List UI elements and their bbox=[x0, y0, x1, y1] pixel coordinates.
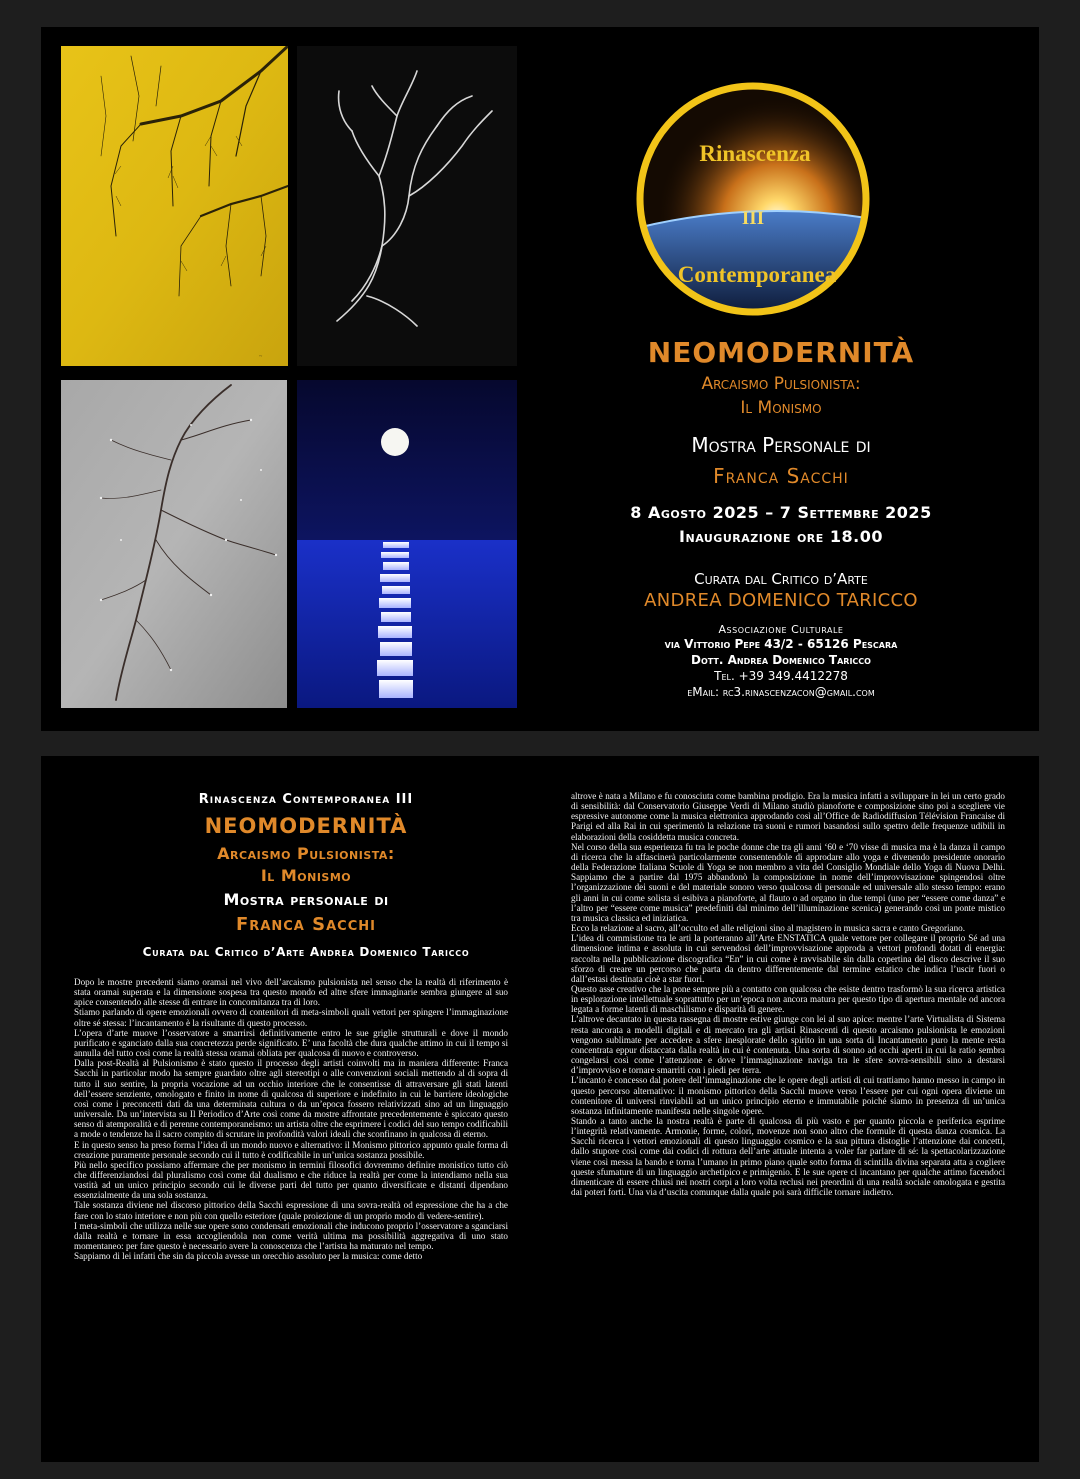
logo-bottom-text: Contemporanea bbox=[677, 262, 837, 287]
paragraph: Stiamo parlando di opere emozionali ovvero di contenitori di meta-simboli quali vettori per spingere l’immaginazione oltre sé stessa: l’incantamento è la risultante di questo processo. bbox=[74, 1007, 508, 1028]
contact-association: Associazione Culturale bbox=[718, 623, 844, 636]
paragraph: Questo asse creativo che la pone sempre più a contatto con qualcosa che esiste dentro trasformò la sua ricerca artistica in esplorazione intellettuale soprattutto per un’epoca non ancora matura per questo tipo di apertura mentale od ancora legata a forme latenti di maschilismo e disparità di genere. bbox=[571, 983, 1005, 1015]
paragraph: L’incanto è concesso dal potere dell’immaginazione che le opere degli artisti di cui trattiamo hanno messo in campo in questo percorso alternativo: il monismo pittorico della Sacchi muove verso l’essere per cui ogni opera diviene un contenitore di universi rinviabili ad un unico principio eterno e immutabile poiché siamo in presenza di un’unica sostanza infinitamente manifesta nelle singole opere. bbox=[571, 1075, 1005, 1116]
flyer-opening: Inaugurazione ore 18.00 bbox=[679, 527, 883, 546]
flyer-subtitle-2: Il Monismo bbox=[740, 398, 822, 418]
paragraph: altrove è nata a Milano e fu conosciuta come bambina prodigio. Era la musica infatti a sviluppare in lei un certo grado di sensibilità: dal Conservatorio Giuseppe Verdi di Milano studiò pianoforte e composizione sino poi a scegliere vie espressive autonome come la musica elettronica approdando così all’Office de Radiodiffusion Télévision Francaise di Parigi ed alla Rai in cui sperimentò la relazione tra suoni e rumori basandosi sullo spettro delle frequenze udibili in elaborazioni della cosiddetta musica concreta. bbox=[571, 791, 1005, 842]
article-exhibition-label: Mostra personale di bbox=[223, 890, 389, 909]
paragraph: Nel corso della sua esperienza fu tra le poche donne che tra gli anni ‘60 e ‘70 visse di musica ma è la danza il campo di ricerca che la affascinerà particolarmente consentendole di approdare allo yoga e divenendo presidente onorario della Federazione Italiana Scuole di Yoga se non membro a vita del Consiglio Mondiale dello Yoga di Nuova Delhi. Sappiamo che a partire dal 1975 abbandonò la composizione in nome dell’improvvisazione spingendosi oltre l’organizzazione dei suoni e del materiale sonoro verso qualcosa di personale ed universale allo stesso tempo: erano gli anni in cui come solista si esibiva a pianoforte, al flauto o ad organo in due tempi (uno per “essere come danza” e l’altro per “essere come musica” predefiniti dal minimo dell’illuminazione scenica) generando così un ponte mistico tra musica classica ed iniziatica. bbox=[571, 841, 1005, 923]
paragraph: Più nello specifico possiamo affermare che per monismo in termini filosofici dovremmo definire monistico tutto ciò che differenziandosi dal pluralismo così come dal dualismo e che riduce la realtà per come la intendiamo nella sua vastità ad un unico principio secondo cui le diverse parti del tutto per quanto diversificate e distanti dipendano essenzialmente da una sola sostanza. bbox=[74, 1159, 508, 1201]
article-artist: Franca Sacchi bbox=[236, 914, 376, 935]
yellow-branch-painting bbox=[61, 46, 288, 366]
flyer-exhibition-label: Mostra Personale di bbox=[691, 433, 871, 457]
article-curated: Curata dal Critico d’Arte Andrea Domenico Taricco bbox=[142, 945, 470, 959]
flyer-panel bbox=[41, 27, 1039, 731]
paragraph: L’opera d’arte muove l’osservatore a smarrirsi definitivamente entro le sue griglie strutturali e dove il mondo purificato e sganciato dalla sua concretezza perde significato. E’ una facoltà che dura qualche attimo in cui il tempo si annulla del tutto così come la realtà stessa oramai obliata per qualcosa di nuovo e controverso. bbox=[74, 1027, 508, 1059]
flyer-subtitle-1: Arcaismo Pulsionista: bbox=[701, 374, 861, 394]
moonlight-sea-painting bbox=[297, 380, 517, 708]
flyer-curator: ANDREA DOMENICO TARICCO bbox=[644, 590, 918, 611]
article-subtitle-1: Arcaismo Pulsionista: bbox=[217, 844, 395, 863]
article-series: Rinascenza Contemporanea III bbox=[198, 792, 414, 807]
paragraph: I meta-simboli che utilizza nelle sue opere sono condensati emozionali che inducono proprio l’osservatore a sganciarsi dalla realtà e tornare in essa accogliendola non come verità ultima ma possibilità aggregativa di uno stato momentaneo: per fare questo è necessario avere la conoscenza che l’artista ha maturato nel tempo. bbox=[74, 1220, 508, 1252]
contact-email[interactable]: eMail: rc3.rinascenzacon@gmail.com bbox=[687, 685, 875, 699]
flyer-title: NEOMODERNITÀ bbox=[647, 336, 915, 369]
logo-top-text: Rinascenza bbox=[699, 141, 811, 166]
paragraph: Tale sostanza diviene nel discorso pittorico della Sacchi espressione di una sovra-realtà od espressione che ha a che fare con lo stato interiore e non più con quello esteriore (quale proiezione di un proprio modo di vedere-sentire). bbox=[74, 1200, 508, 1221]
paragraph: Ecco la relazione al sacro, all’occulto ed alle religioni sino al magistero in musica sacra e canto Gregoriano. bbox=[571, 923, 965, 934]
article-right-column bbox=[571, 791, 1005, 1197]
paragraph: Dalla post-Realtà al Pulsionismo è stato questo il processo degli artisti coinvolti ma in maniera differente: Franca Sacchi in particolar modo ha sempre guardato oltre agli stereotipi o alle convenzioni sociali mettendo al di sopra di tutto il suo sentire, la propria vocazione ad un occhio interiore che le consentisse di attraversare gli stati latenti dell’essere senziente, omologato e finito in nome di qualcosa di superiore e indefinito in cui le barriere ideologiche così come i preconcetti dati da una determinata cultura o da un’epoca fossero relativizzati sino ad un linguaggio universale. Da un’intervista su Il Periodico d’Arte così come da mostre affrontate precedentemente è spiccato questo senso di atemporalità e di perenne contemporaneismo: un artista oltre che esprimere i codici del suo tempo codificabili a mode o tendenze ha il sacro compito di scrutare in profondità valori ideali che sconfinano in qualcosa di eterno. bbox=[74, 1058, 508, 1140]
signature: ~ bbox=[259, 354, 263, 360]
grey-branch-painting bbox=[61, 380, 287, 708]
logo-numeral: III bbox=[741, 208, 765, 229]
article-subtitle-2: Il Monismo bbox=[260, 866, 352, 885]
article-title: NEOMODERNITÀ bbox=[204, 814, 408, 838]
white-tree-painting bbox=[297, 46, 517, 366]
contact-person: Dott. Andrea Domenico Taricco bbox=[691, 653, 871, 667]
article-left-column bbox=[74, 977, 508, 1261]
paragraph: Stando a tanto anche la nostra realtà è parte di qualcosa di più vasto e per quanto piccola e periferica esprime l’integrità relativamente. Armonie, forme, colori, movenze non sono altro che formule di questa danza cosmica. La Sacchi ricerca i vettori emozionali di questo linguaggio cosmico e la sua pittura distoglie l’attenzione dai concetti, dallo stupore così come dai codici di rottura dell’arte attuale intenta a voler far parlare di sé: la spettacolarizzazione viene così messa la bando e torna l’umano in primo piano quale sotto forma di scintilla divina separata atta a cogliere queste sfumature di un linguaggio archetipico e primigenio. E le sue opere ci incantano per qualche attimo facendoci dimenticare di essere chiusi nei nostri corpi a loro volta reclusi nei preordini di una realtà sociale omologata e gestita dai poteri forti. Una via d’uscita comunque dalla quale poi sarà difficile tornare indietro. bbox=[571, 1116, 1005, 1198]
article-panel bbox=[41, 756, 1039, 1462]
paragraph: Sappiamo di lei infatti che sin da piccola avesse un orecchio assoluto per la musica: come detto bbox=[74, 1251, 423, 1262]
contact-address: via Vittorio Pepe 43/2 - 65126 Pescara bbox=[664, 637, 898, 651]
paragraph: L’idea di commistione tra le arti la porteranno all’Arte ENSTATICA quale vettore per collegare il proprio Sé ad una dimensione intima e assoluta in cui servendosi dell’improvvisazione approda a vettori profondi dotati di energia: raccolta nella pubblicazione discografica “En” in cui come è ravvisabile sin dalla copertina del disco descrive il suo sforzo di creare un percorso che parta da dentro differentemente dal termine estatico che indica l’uscir fuori o dall’estasi destinata cioè a star fuori. bbox=[571, 933, 1005, 984]
flyer-curated-label: Curata dal Critico d’Arte bbox=[694, 570, 868, 588]
contact-phone: Tel. +39 349.4412278 bbox=[714, 669, 848, 683]
paragraph: Dopo le mostre precedenti siamo oramai nel vivo dell’arcaismo pulsionista nel senso che la realtà di riferimento è stata oramai superata e la dimensione sospesa tra questo mondo ed altre sfere immaginarie sembra giungere al suo apice consentendo alle stesse di entrare in concomitanza tra di loro. bbox=[74, 977, 508, 1008]
paragraph: E in questo senso ha preso forma l’idea di un mondo nuovo e alternativo: il Monismo pittorico appunto quale forma di creazione puramente personale secondo cui il tutto è codificabile in un’unica sostanza possibile. bbox=[74, 1139, 508, 1160]
rinascenza-logo bbox=[633, 79, 873, 319]
flyer-artist: Franca Sacchi bbox=[713, 464, 849, 488]
paragraph: L’altrove decantato in questa rassegna di mostre estive giunge con lei al suo apice: mentre l’arte Virtualista di Sistema resta ancorata a modelli digitali e di mercato tra gli artisti Rinascenti di questo arcaismo pulsionista le emozioni vengono sublimate per accedere a sfere inesplorate dello spirito in una sorta di Incantamento puro la mente resta concentrata eppur distaccata dalla realtà in cui è contenuta. Una sorta di sonno ad occhi aperti in cui la ratio sembra congelarsi così come l’attenzione e dove l’immaginazione naviga tra le sfere sovra-sensibili sino a destarsi d’improvviso e tornare smarriti con i piedi per terra. bbox=[571, 1014, 1005, 1076]
flyer-dates: 8 Agosto 2025 – 7 Settembre 2025 bbox=[630, 503, 932, 522]
